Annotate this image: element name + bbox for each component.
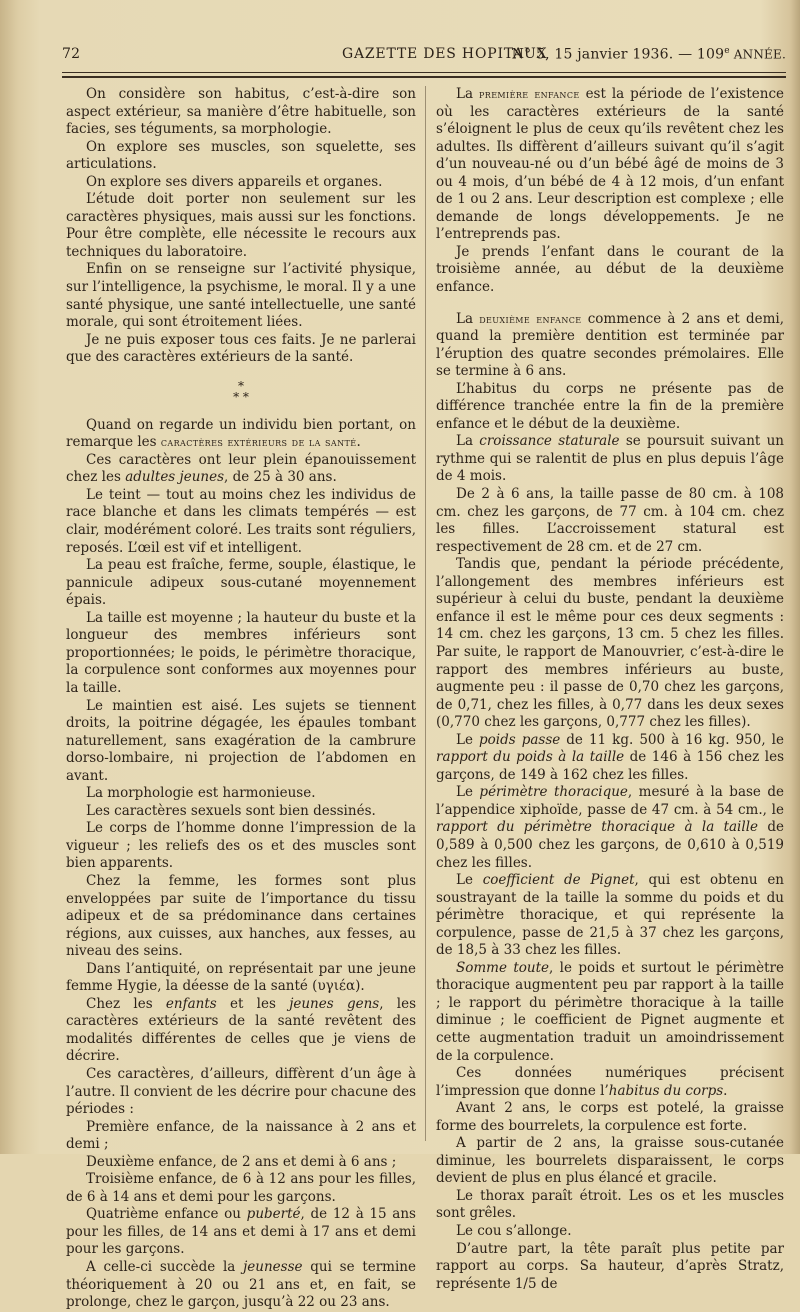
paragraph: Le cou s’allonge. (456, 1223, 572, 1239)
text: de 0,589 à 0,500 chez les garçons, de 0,610 à 0,519 chez les filles. (436, 819, 784, 871)
italic-term: rapport du périmètre thoracique à la taille (436, 819, 759, 836)
text: Quand on regarde un individu bien portant, on remarque les (66, 416, 416, 451)
text: Le (456, 731, 479, 748)
paragraph: L’étude doit porter non seulement sur les caractères physiques, mais aussi sur les fonctions. Pour être complète, elle nécessite le recours aux techniques du laboratoire. (66, 191, 416, 260)
text: Ces données numériques précisent l’impression que donne l’ (436, 1065, 784, 1099)
issue-sup: e (724, 46, 730, 56)
text: , mesuré à la base de l’appendice xiphoïde, passe de 47 cm. à 54 cm., le (436, 784, 785, 818)
paragraph: Avant 2 ans, le corps est potelé, la graisse forme des bourrelets, la corpulence est forte. (436, 1100, 784, 1134)
list-item: Première enfance, de la naissance à 2 ans et demi ; (66, 1118, 416, 1153)
issue-suffix: ANNÉE. (729, 47, 786, 62)
right-column (436, 86, 784, 1293)
text: se poursuit suivant un rythme qui se ralentit de plus en plus depuis l’âge de 4 mois. (436, 433, 784, 485)
paragraph: Le thorax paraît étroit. Les os et les muscles sont grêles. (436, 1187, 784, 1222)
paragraph: Dans l’antiquité, on représentait par une jeune femme Hygie, la déesse de la santé (υγιέα). (66, 960, 416, 995)
paragraph: Ces caractères, d’ailleurs, diffèrent d’un âge à l’autre. Il convient de les décrire pour chacune des périodes : (66, 1065, 416, 1118)
paragraph (66, 1259, 416, 1312)
text: La (456, 433, 480, 450)
paragraph (436, 311, 784, 381)
italic-term: enfants (165, 995, 217, 1012)
small-caps-term: première enfance (478, 87, 580, 101)
italic-term: croissance staturale (479, 433, 620, 450)
paragraph (436, 784, 784, 872)
paragraph (436, 1065, 784, 1100)
text: Chez les (86, 995, 166, 1012)
header-rule-thick (62, 76, 786, 78)
paragraph: On explore ses muscles, son squelette, ses articulations. (66, 138, 416, 173)
text: , de 12 à 15 ans pour les filles, de 14 ans et demi à 17 ans et demi pour les garçons. (66, 1206, 416, 1258)
text: , de 25 à 30 ans. (224, 469, 337, 486)
text: de 146 à 156 chez les garçons, de 149 à 162 chez les filles. (436, 749, 784, 783)
text: . (723, 1082, 728, 1099)
paragraph (436, 433, 784, 486)
text: et les (216, 995, 290, 1012)
paragraph: D’autre part, la tête paraît plus petite par rapport au corps. Sa hauteur, d’après Stratz, représente 1/5 de (436, 1240, 784, 1292)
italic-term: poids passe (479, 731, 561, 748)
text: . (356, 434, 361, 451)
italic-term: périmètre thoracique (479, 784, 628, 801)
paragraph: Tandis que, pendant la période précédente, l’allongement des membres inférieurs est supérieur à celui du buste, pendant la deuxième enfance il est le même pour ces deux segments : 14 cm. chez les garçons, 13 cm. 5 chez les filles. Par suite, le rapport de Manouvrier, c’est-à-dire le rapport des membres inférieurs au buste, augmente peu : il passe de 0,70 chez les garçons, de 0,71, chez les filles, à 0,77 dans les deux sexes (0,770 chez les garçons, 0,777 chez les filles). (436, 556, 784, 731)
issue-info (512, 46, 786, 63)
text: , qui est obtenu en soustrayant de la taille la somme du poids et du périmètre thoracique, et qui représente la corpulence, passe de 21,5 à 37 chez les garçons, de 18,5 à 33 chez les filles. (436, 872, 785, 959)
paragraph: On considère son habitus, c’est-à-dire son aspect extérieur, sa manière d’être habituelle, son facies, ses téguments, sa morphologie. (66, 86, 416, 138)
paragraph: Le maintien est aisé. Les sujets se tiennent droits, la poitrine dégagée, les épaules tombant naturellement, sans exagération de la cambrure dorso-lombaire, ni projection de l’abdomen en avant. (66, 697, 416, 784)
paragraph (66, 417, 416, 452)
paragraph: On explore ses divers appareils et organes. (86, 173, 383, 190)
text: , le poids et surtout le périmètre thoracique augmentent peu par rapport à la taille ; le rapport du périmètre thoracique à la taille diminue ; le coefficient de Pignet augmente et cette augmentation traduit un amoindrissement de la corpulence. (436, 959, 784, 1064)
paragraph: La morphologie est harmonieuse. (86, 785, 316, 802)
section-separator (66, 378, 416, 404)
paragraph: De 2 à 6 ans, la taille passe de 80 cm. à 108 cm. chez les garçons, de 77 cm. à 104 cm. chez les filles. L’accroissement statural est respectivement de 28 cm. et de 27 cm. (436, 486, 784, 555)
paragraph (436, 960, 784, 1065)
italic-term: puberté (246, 1206, 301, 1223)
text: de 11 kg. 500 à 16 kg. 950, le (560, 731, 784, 748)
text: Le (456, 872, 483, 889)
italic-term: habitus du corps (608, 1082, 724, 1099)
separator-star-top: * (238, 378, 244, 393)
paragraph: Je ne puis exposer tous ces faits. Je ne parlerai que des caractères extérieurs de la santé. (66, 331, 416, 366)
left-column (66, 86, 416, 1312)
text: Ces caractères ont leur plein épanouissement chez les (66, 451, 416, 486)
issue-prefix: N° 5, 15 janvier 1936. — 109 (511, 46, 725, 63)
paragraph (436, 872, 784, 960)
column-divider (425, 86, 426, 1141)
paragraph: A partir de 2 ans, la graisse sous-cutanée diminue, les bourrelets disparaissent, le corps devient de plus en plus élancé et gracile. (436, 1135, 784, 1187)
paragraph: Enfin on se renseigne sur l’activité physique, sur l’intelligence, la psychisme, le moral. Il y a une santé physique, une santé intellectuelle, une santé morale, qui sont étroitement liées. (66, 261, 416, 331)
small-caps-term: deuxième enfance (479, 311, 582, 326)
text: A celle-ci succède la (86, 1259, 244, 1275)
paragraph: Le teint — tout au moins chez les individus de race blanche et dans les climats tempérés — est clair, modérément coloré. Les traits sont réguliers, reposés. L’œil est vif et intelligent. (66, 486, 416, 556)
separator-star-bottom: * * (233, 389, 249, 404)
italic-term: Somme toute (456, 959, 549, 976)
text: , les caractères extérieurs de la santé revêtent des modalités différentes de celles que je viens de décrire. (66, 995, 417, 1065)
paragraph: Chez la femme, les formes sont plus enveloppées par suite de l’importance du tissu adipeux et de sa prédominance dans certaines régions, aux cuisses, aux hanches, aux fesses, au niveau des seins. (66, 872, 416, 960)
text: La (456, 86, 479, 102)
page-number: 72 (62, 46, 81, 62)
text: qui se termine théoriquement à 20 ou 21 ans et, en fait, se prolonge, chez le garçon, jusqu’à 22 ou 23 ans. (66, 1259, 416, 1311)
paragraph: Je prends l’enfant dans le courant de la troisième année, au début de la deuxième enfance. (436, 243, 784, 296)
list-item: Troisième enfance, de 6 à 12 ans pour les filles, de 6 à 14 ans et demi pour les garçons. (66, 1171, 416, 1205)
journal-title: GAZETTE DES HOPITAUX (342, 46, 548, 62)
list-item: Deuxième enfance, de 2 ans et demi à 6 ans ; (86, 1153, 397, 1170)
paragraph: La taille est moyenne ; la hauteur du buste et la longueur des membres inférieurs sont proportionnées; le poids, le périmètre thoracique, la corpulence sont conformes aux moyennes pour la taille. (66, 609, 416, 696)
page-header (62, 46, 786, 68)
paragraph (66, 996, 416, 1066)
text: La (456, 310, 480, 327)
italic-term: jeunes gens (289, 995, 380, 1012)
paragraph (436, 732, 784, 785)
text: commence à 2 ans et demi, quand la première dentition est terminée par l’éruption des quatre secondes prémolaires. Elle se termine à 6 ans. (436, 310, 784, 380)
paragraph (436, 86, 784, 244)
paragraph (66, 452, 416, 487)
text: Le (456, 784, 480, 801)
text: Quatrième enfance ou (86, 1206, 247, 1223)
paragraph: La peau est fraîche, ferme, souple, élastique, le pannicule adipeux sous-cutané moyennement épais. (66, 557, 416, 609)
paragraph: Les caractères sexuels sont bien dessinés. (86, 802, 376, 819)
italic-term: jeunesse (243, 1259, 303, 1275)
paragraph: Le corps de l’homme donne l’impression de la vigueur ; les reliefs des os et des muscles sont bien apparents. (66, 820, 416, 872)
small-caps-term: caractères extérieurs de la santé (160, 435, 357, 450)
italic-term: rapport du poids à la taille (436, 749, 625, 766)
text: est la période de l’existence où les caractères extérieurs de la santé s’éloignent le plus de ceux qu’ils revêtent chez les adultes. Ils diffèrent d’ailleurs suivant qu’il s’agit d’un nouveau-né ou d’un bébé âgé de moins de 3 ou 4 mois, d’un bébé de 4 à 12 mois, d’un enfant de 1 ou 2 ans. Leur description est complexe ; elle demande de longs développements. Je ne l’entreprends pas. (436, 86, 785, 243)
paragraph: L’habitus du corps ne présente pas de différence tranchée entre la fin de la première enfance et le début de la deuxième. (436, 380, 784, 432)
list-item (66, 1206, 416, 1259)
header-rule-thin (62, 72, 786, 73)
italic-term: coefficient de Pignet (482, 872, 635, 889)
italic-term: adultes jeunes (125, 469, 225, 486)
